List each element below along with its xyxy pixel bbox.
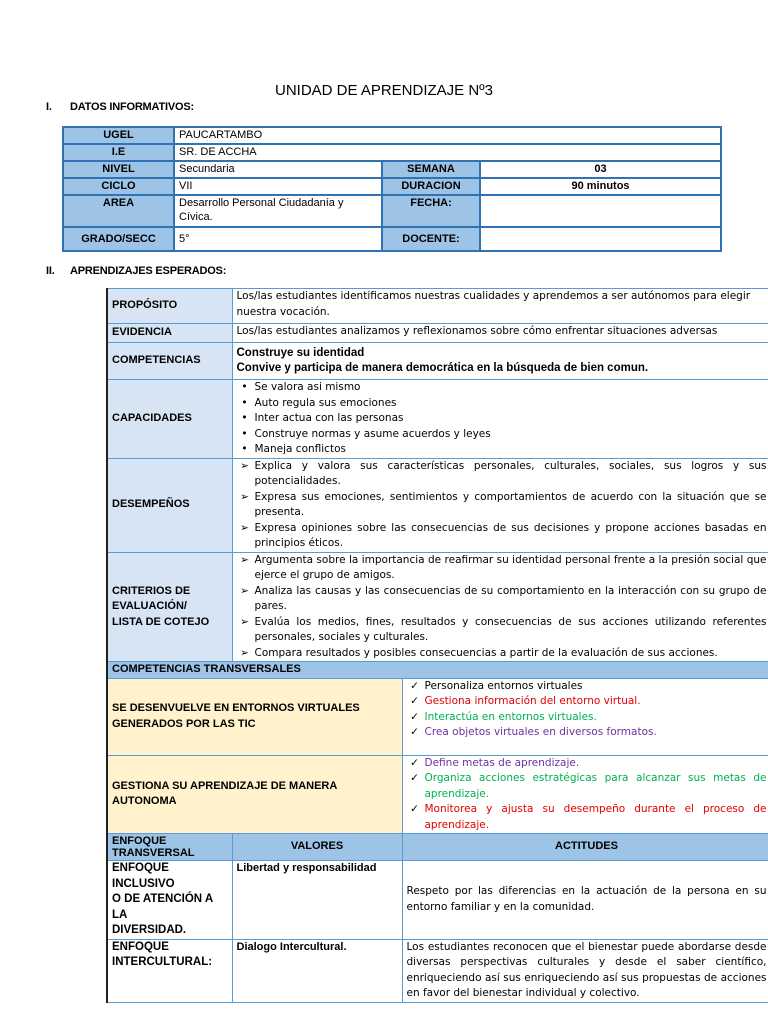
- arrow-icon: ➢: [240, 584, 249, 597]
- list-item: ✓ Monitorea y ajusta su desempeño durante el proceso de aprendizaje.: [410, 803, 767, 831]
- semana-value: 03: [480, 161, 721, 178]
- evidencia-label: EVIDENCIA: [107, 324, 232, 343]
- semana-label: SEMANA: [382, 161, 480, 178]
- ugel-label: UGEL: [63, 127, 174, 144]
- row-evidencia: [107, 324, 768, 343]
- ciclo-label: CICLO: [63, 178, 174, 195]
- valor-cell: Dialogo Intercultural.: [232, 939, 402, 1002]
- info-table: [62, 126, 722, 252]
- check-icon: ✓: [410, 803, 419, 815]
- row-transversales-header: [107, 662, 768, 679]
- fecha-label: FECHA:: [382, 195, 480, 227]
- info-row-grado: [63, 227, 721, 251]
- list-item: • Auto regula sus emociones: [255, 396, 767, 412]
- table-row: [107, 861, 768, 940]
- bullet-icon: •: [241, 443, 248, 455]
- list-item: ✓ Organiza acciones estratégicas para alcanzar sus metas de aprendizaje.: [410, 772, 767, 800]
- list-item: • Se valora asi mismo: [255, 380, 767, 396]
- area-label: AREA: [63, 195, 174, 227]
- proposito-label: PROPÓSITO: [107, 289, 232, 324]
- row-capacidades: [107, 380, 768, 459]
- criterios-list: [237, 553, 767, 662]
- fecha-value: [480, 195, 721, 227]
- list-item: ✓ Interactúa en entornos virtuales.: [425, 710, 767, 726]
- ie-value: SR. DE ACCHA: [174, 144, 721, 161]
- aprendizajes-table: [106, 288, 768, 1003]
- arrow-icon: ➢: [240, 553, 249, 566]
- proposito-value: Los/las estudiantes identificamos nuestras cualidades y aprendemos a ser autónomos para elegir nuestra vocación.: [232, 289, 768, 324]
- list-item: ➢ Compara resultados y posibles consecuencias a partir de la evaluación de sus acciones.: [255, 646, 767, 662]
- bullet-icon: •: [241, 381, 248, 393]
- actitudes-col-header: ACTITUDES: [402, 834, 768, 861]
- arrow-icon: ➢: [240, 615, 249, 628]
- check-icon: ✓: [410, 695, 419, 707]
- section-number: II.: [46, 265, 55, 277]
- list-item: ➢ Expresa sus emociones, sentimientos y comportamientos de acuerdo con la situación que se presenta.: [240, 490, 767, 518]
- grado-value: 5°: [174, 227, 382, 251]
- arrow-icon: ➢: [240, 459, 249, 472]
- grado-label: GRADO/SECC: [63, 227, 174, 251]
- bullet-icon: •: [241, 412, 248, 424]
- check-icon: ✓: [410, 756, 419, 769]
- duracion-value: 90 minutos: [480, 178, 721, 195]
- area-value: [174, 195, 382, 227]
- tic-value: [402, 678, 768, 755]
- capacidades-list: [237, 380, 767, 458]
- row-autonoma: [107, 755, 768, 834]
- list-item: ➢ Argumenta sobre la importancia de reafirmar su identidad personal frente a la presión social que ejerce el grupo de amigos.: [240, 553, 767, 581]
- capacidades-label: CAPACIDADES: [107, 380, 232, 459]
- row-desempenos: [107, 458, 768, 552]
- enfoque-col-header: ENFOQUE TRANSVERSAL: [107, 834, 232, 861]
- docente-value: [480, 227, 721, 251]
- list-item: ✓ Crea objetos virtuales en diversos formatos.: [425, 725, 767, 741]
- list-item: • Inter actua con las personas: [255, 411, 767, 427]
- list-item: ➢ Evalúa los medios, fines, resultados y consecuencias de sus acciones utilizando referentes personales, sociales y culturales.: [240, 615, 767, 643]
- check-icon: ✓: [410, 710, 419, 723]
- competencia-item: Convive y participa de manera democrática en la búsqueda de bien comun.: [236, 362, 649, 374]
- check-icon: ✓: [410, 726, 419, 738]
- enfoque-cell: ENFOQUE INCLUSIVO O DE ATENCIÓN A LA DIVERSIDAD.: [107, 861, 232, 940]
- capacidades-value: [232, 380, 768, 459]
- row-criterios: [107, 552, 768, 662]
- arrow-icon: ➢: [240, 490, 249, 503]
- info-row-ugel: [63, 127, 721, 144]
- list-item: ➢ Expresa opiniones sobre las consecuencias de sus decisiones y propone acciones basadas en principios éticos.: [240, 521, 767, 549]
- list-item: ➢ Explica y valora sus características personales, culturales, sociales, sus logros y sus potencialidades.: [240, 459, 767, 487]
- info-row-nivel: [63, 161, 721, 178]
- area-line-1: Desarrollo Personal Ciudadanía y: [179, 197, 344, 209]
- section-datos-informativos: [46, 101, 194, 113]
- table-row: [107, 939, 768, 1002]
- list-item: ✓ Gestiona información del entorno virtual.: [425, 694, 767, 710]
- check-icon: ✓: [410, 679, 419, 692]
- row-tic: [107, 678, 768, 755]
- nivel-label: NIVEL: [63, 161, 174, 178]
- list-item: ➢ Analiza las causas y las consecuencias de su comportamiento en la interacción con su grupo de pares.: [240, 584, 767, 612]
- competencia-item: Construye su identidad: [236, 346, 365, 359]
- info-row-area: [63, 195, 721, 227]
- list-item: • Construye normas y asume acuerdos y leyes: [255, 427, 767, 443]
- autonoma-list: [407, 756, 767, 834]
- bullet-icon: •: [241, 396, 248, 409]
- ciclo-value: VII: [174, 178, 382, 195]
- enfoque-cell: ENFOQUE INTERCULTURAL:: [107, 939, 232, 1002]
- section-label: APRENDIZAJES ESPERADOS:: [70, 265, 227, 277]
- arrow-icon: ➢: [240, 521, 249, 534]
- valores-col-header: VALORES: [232, 834, 402, 861]
- competencias-value: [232, 343, 768, 380]
- autonoma-value: [402, 755, 768, 834]
- check-icon: ✓: [410, 772, 419, 784]
- area-line-2: Cívica.: [179, 211, 213, 223]
- ie-label: I.E: [63, 144, 174, 161]
- desempenos-list: [237, 459, 767, 552]
- list-item: ✓ Define metas de aprendizaje.: [425, 756, 767, 772]
- tic-list: [407, 679, 767, 741]
- ugel-value: PAUCARTAMBO: [174, 127, 721, 144]
- desempenos-value: [232, 458, 768, 552]
- valor-cell: Libertad y responsabilidad: [232, 861, 402, 940]
- info-row-ciclo: [63, 178, 721, 195]
- row-enfoques-header: [107, 834, 768, 861]
- section-aprendizajes-esperados: [46, 265, 226, 277]
- criterios-value: [232, 552, 768, 662]
- actitud-cell: Respeto por las diferencias en la actuación de la persona en su entorno familiar y en la comunidad.: [402, 861, 768, 940]
- nivel-value: Secundaria: [174, 161, 382, 178]
- document-title: UNIDAD DE APRENDIZAJE Nº3: [274, 82, 494, 99]
- row-competencias: [107, 343, 768, 380]
- list-item: • Maneja conflictos: [255, 442, 767, 458]
- actitud-cell: Los estudiantes reconocen que el bienestar puede abordarse desde diversas perspectivas culturales y desde el saber científico, enriqueciendo así sus enriqueciendo así sus propuestas de acciones en favor del bienestar individual y colectivo.: [402, 939, 768, 1002]
- docente-label: DOCENTE:: [382, 227, 480, 251]
- section-number: I.: [46, 101, 52, 113]
- duracion-label: DURACION: [382, 178, 480, 195]
- info-row-ie: [63, 144, 721, 161]
- section-label: DATOS INFORMATIVOS:: [70, 101, 194, 113]
- autonoma-label: GESTIONA SU APRENDIZAJE DE MANERA AUTONOMA: [107, 755, 402, 834]
- desempenos-label: DESEMPEÑOS: [107, 458, 232, 552]
- competencias-label: COMPETENCIAS: [107, 343, 232, 380]
- arrow-icon: ➢: [240, 646, 249, 659]
- bullet-icon: •: [241, 427, 248, 440]
- evidencia-value: Los/las estudiantes analizamos y reflexionamos sobre cómo enfrentar situaciones adversas: [232, 324, 768, 343]
- tic-label: SE DESENVUELVE EN ENTORNOS VIRTUALES GENERADOS POR LAS TIC: [107, 678, 402, 755]
- transversales-header: COMPETENCIAS TRANSVERSALES: [107, 662, 768, 679]
- row-proposito: [107, 289, 768, 324]
- criterios-label: CRITERIOS DE EVALUACIÓN/ LISTA DE COTEJO: [107, 552, 232, 662]
- list-item: ✓ Personaliza entornos virtuales: [425, 679, 767, 695]
